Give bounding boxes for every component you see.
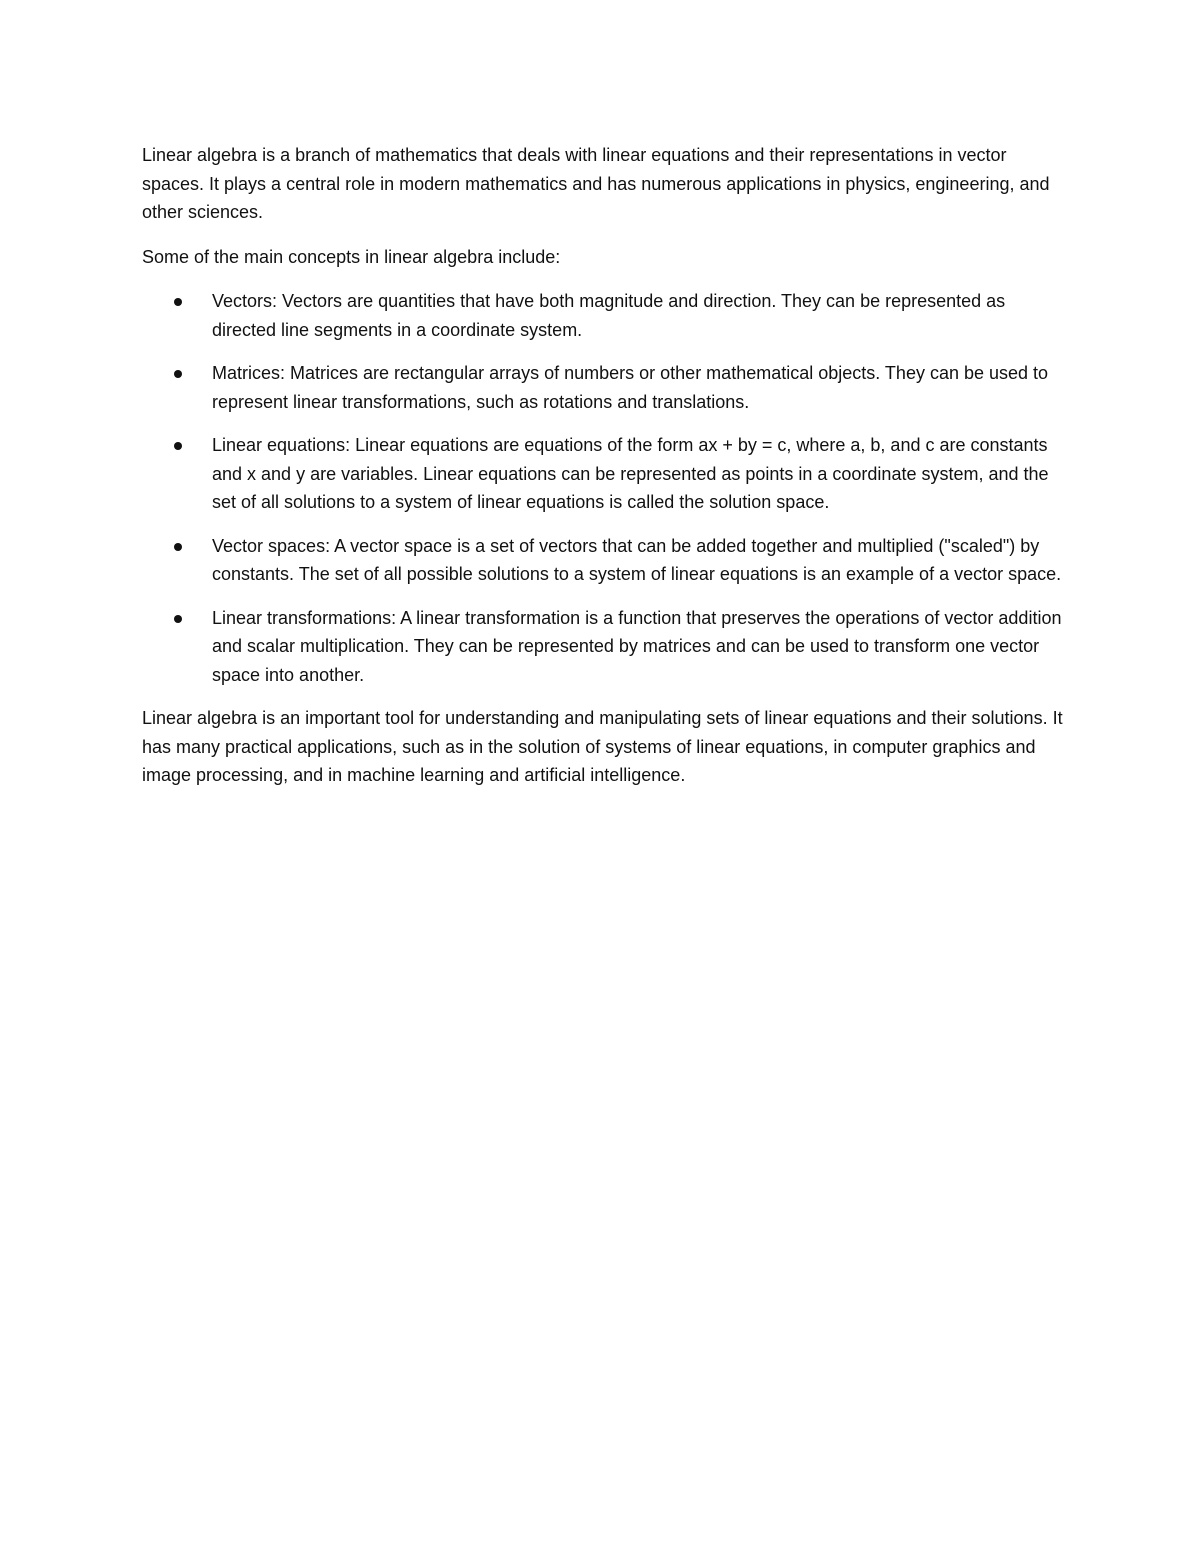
bullet-icon xyxy=(174,298,182,306)
list-item-text: Linear equations: Linear equations are equations of the form ax + by = c, where a, b, and c are constants and x and y are variables. Linear equations can be represented as points in a coordinate system, and the set of all solutions to a system of linear equations is called the solution space. xyxy=(212,435,1049,512)
bullet-icon xyxy=(174,543,182,551)
list-item xyxy=(142,287,1064,344)
bullet-icon xyxy=(174,370,182,378)
list-intro-paragraph: Some of the main concepts in linear algebra include: xyxy=(142,246,561,267)
concepts-list xyxy=(142,287,1064,689)
list-item-text: Linear transformations: A linear transformation is a function that preserves the operations of vector addition and scalar multiplication. They can be represented by matrices and can be used to transform one vector space into another. xyxy=(212,607,1062,685)
list-item xyxy=(142,431,1064,517)
list-item xyxy=(142,604,1064,690)
list-item xyxy=(142,359,1064,416)
document-body xyxy=(142,141,1064,806)
list-item xyxy=(142,532,1064,589)
list-item-text: Vectors: Vectors are quantities that have both magnitude and direction. They can be represented as directed line segments in a coordinate system. xyxy=(212,291,1006,340)
bullet-icon xyxy=(174,615,182,623)
list-item-text: Vector spaces: A vector space is a set of vectors that can be added together and multiplied ("scaled") by constants. The set of all possible solutions to a system of linear equations is an example of a vector space. xyxy=(212,535,1062,584)
bullet-icon xyxy=(174,442,182,450)
conclusion-paragraph: Linear algebra is an important tool for understanding and manipulating sets of linear equations and their solutions. It has many practical applications, such as in the solution of systems of linear equations, in computer graphics and image processing, and in machine learning and artificial intelligence. xyxy=(142,708,1063,785)
intro-paragraph: Linear algebra is a branch of mathematics that deals with linear equations and their representations in vector spaces. It plays a central role in modern mathematics and has numerous applications in physics, engineering, and other sciences. xyxy=(142,145,1050,222)
list-item-text: Matrices: Matrices are rectangular arrays of numbers or other mathematical objects. They can be used to represent linear transformations, such as rotations and translations. xyxy=(212,363,1049,412)
